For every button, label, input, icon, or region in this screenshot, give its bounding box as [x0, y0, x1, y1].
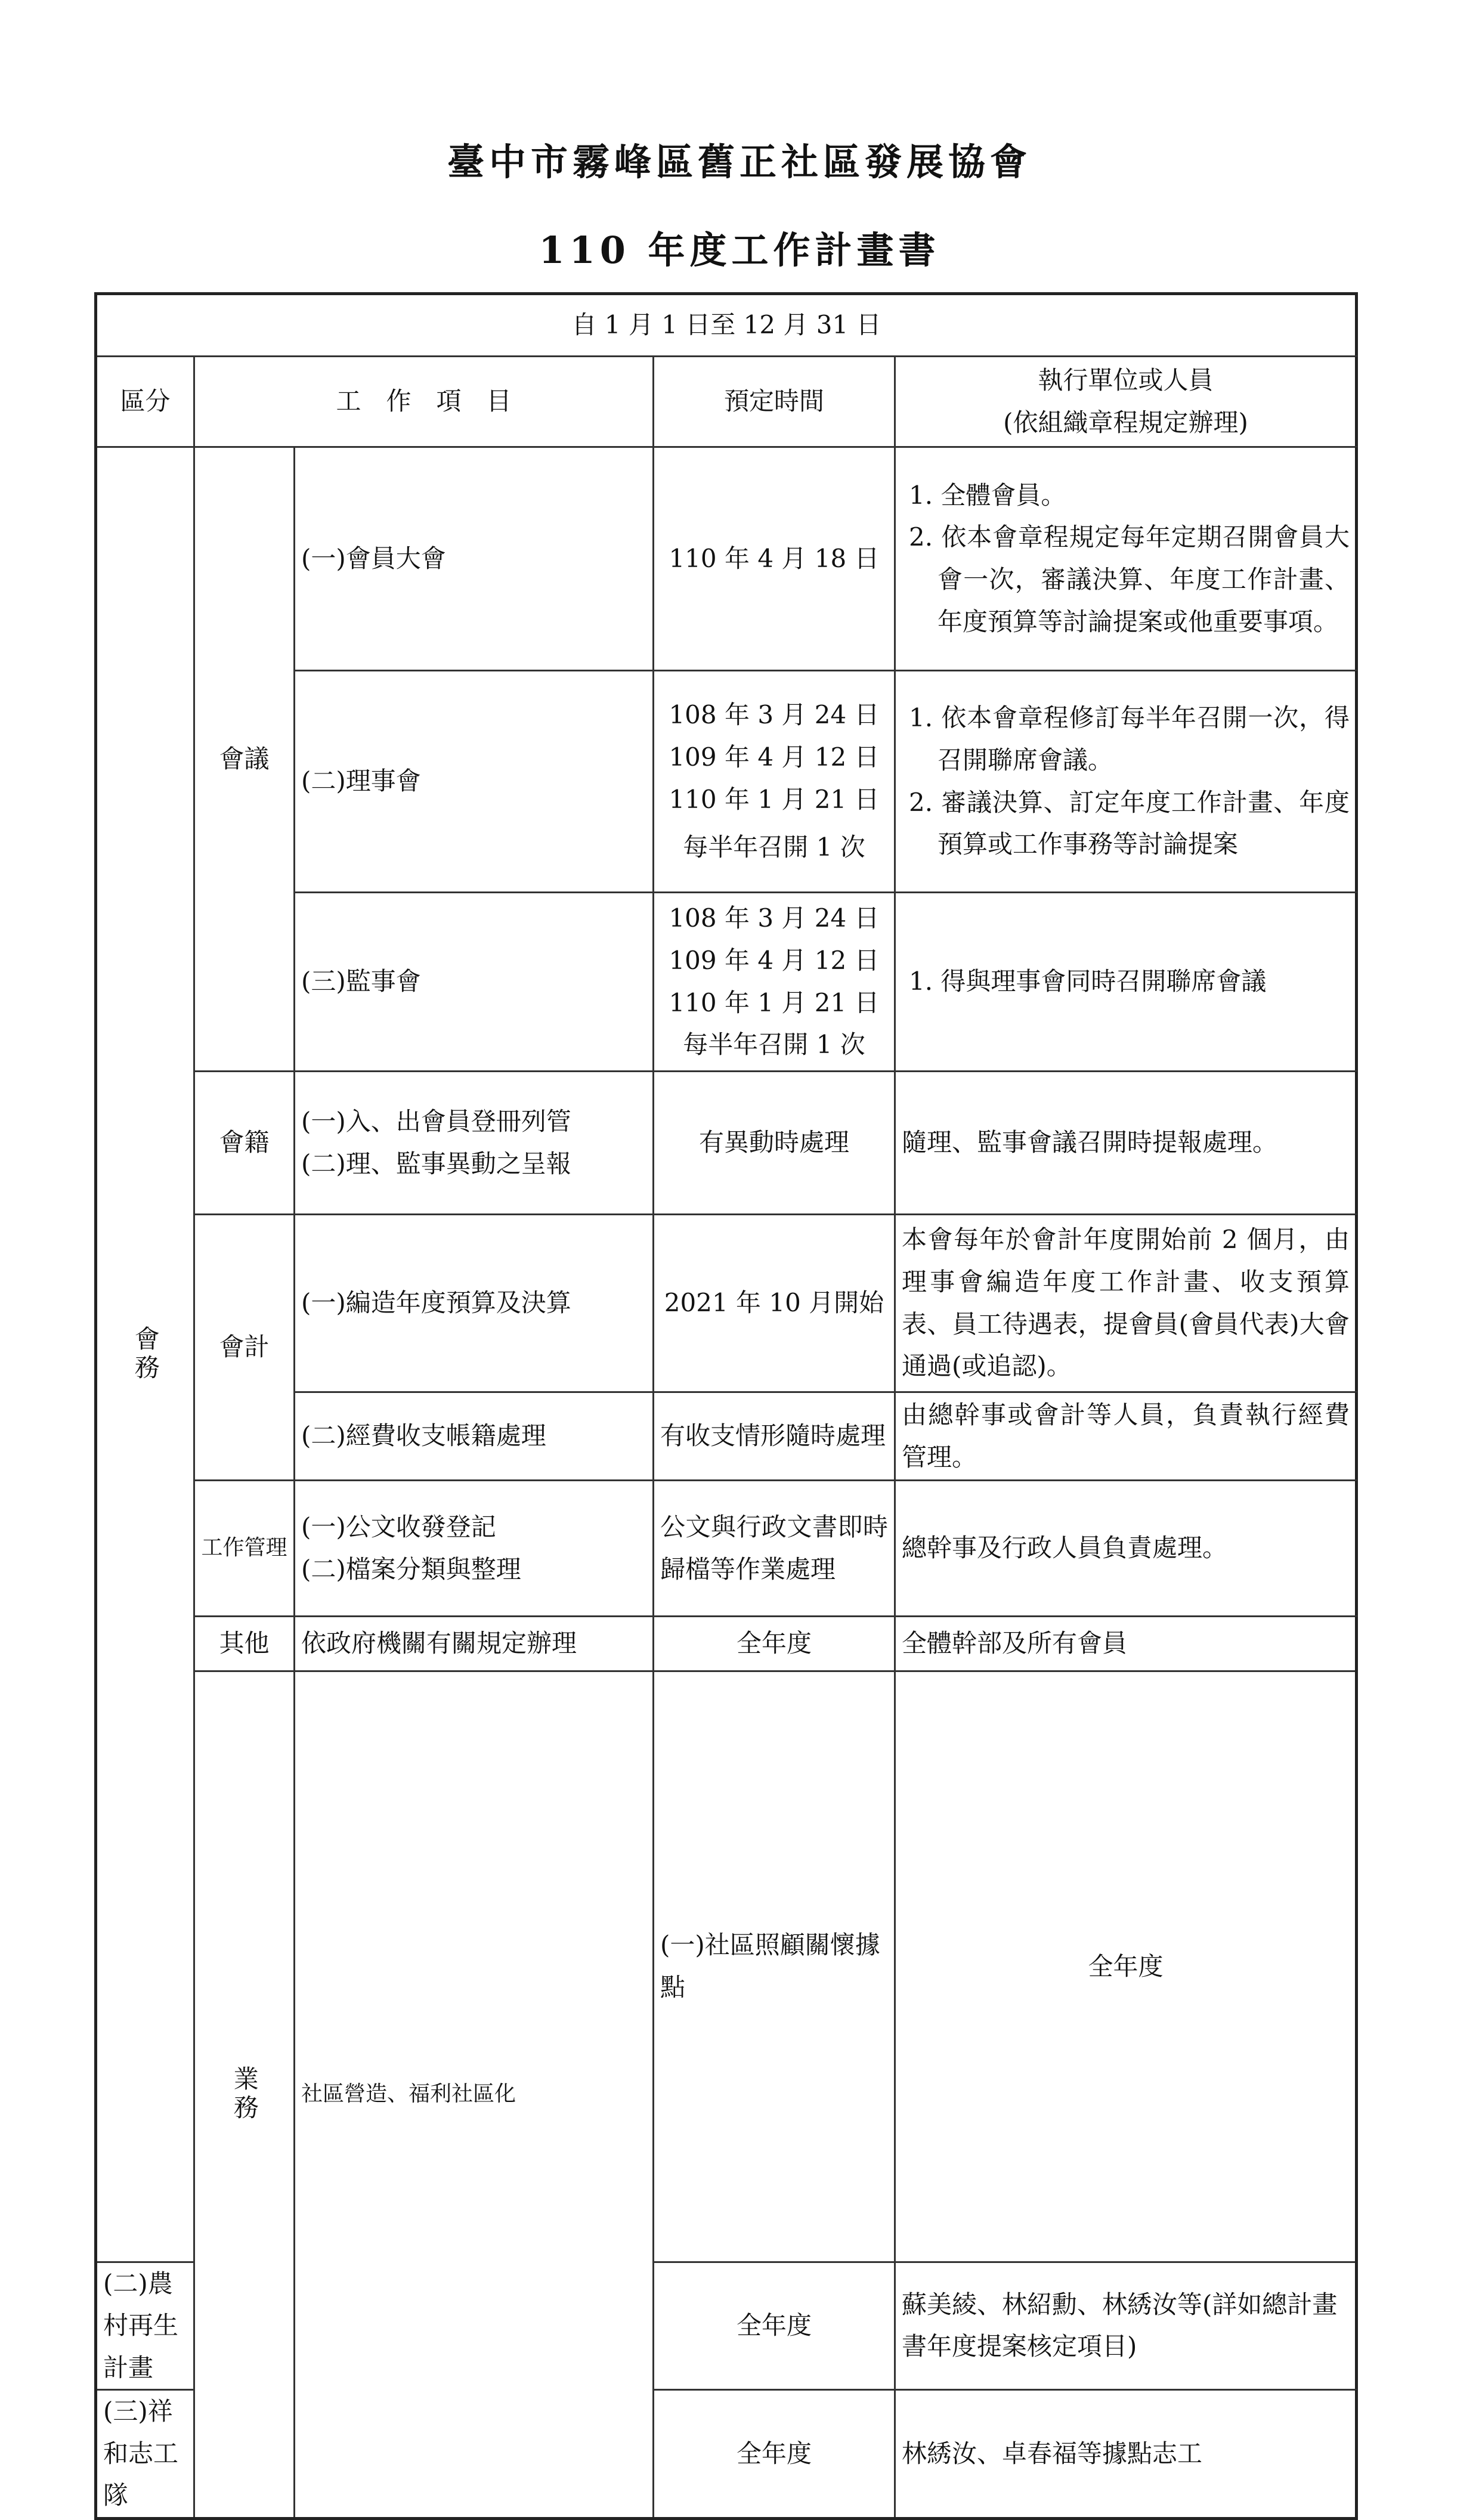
time-budget: 2021 年 10 月開始: [654, 1215, 895, 1392]
group-community: 社區營造、福利社區化: [295, 1671, 654, 2519]
time-admin: 公文與行政文書即時歸檔等作業處理: [654, 1481, 895, 1617]
organization-title: 臺中市霧峰區舊正社區發展協會: [447, 140, 1032, 184]
time-care-station: 全年度: [895, 1671, 1357, 2262]
time-other: 全年度: [654, 1617, 895, 1671]
exec-board-meeting: 1. 依本會章程修訂每半年召開一次，得召開聯席會議。 2. 審議決算、訂定年度工作計畫、年度預算或工作事務等討論提案: [895, 671, 1357, 893]
table-row: [96, 1215, 1357, 1392]
table-row: [96, 1072, 1357, 1215]
time-board-meeting: 108 年 3 月 24 日 109 年 4 月 12 日 110 年 1 月 21 日 每半年召開 1 次: [654, 671, 895, 893]
item-admin: (一)公文收發登記 (二)檔案分類與整理: [295, 1481, 654, 1617]
time-supervisor-meeting: 108 年 3 月 24 日 109 年 4 月 12 日 110 年 1 月 21 日 每半年召開 1 次: [654, 893, 895, 1072]
header-work-item: 工 作 項 目: [194, 357, 654, 447]
table-row: [96, 1617, 1357, 1671]
header-category: 區分: [96, 357, 194, 447]
group-registry: 會籍: [194, 1072, 295, 1215]
table-row: [96, 447, 1357, 671]
exec-ledger: 由總幹事或會計等人員，負責執行經費管理。: [895, 1392, 1357, 1481]
item-volunteer-team: (三)祥和志工隊: [96, 2390, 194, 2519]
header-executor-line2: (依組織章程規定辦理): [1003, 407, 1248, 437]
item-ledger: (二)經費收支帳籍處理: [295, 1392, 654, 1481]
item-budget: (一)編造年度預算及決算: [295, 1215, 654, 1392]
group-accounting: 會計: [194, 1215, 295, 1481]
work-plan-table: [94, 292, 1358, 2520]
section-hui-wu: 會務: [131, 1326, 160, 1383]
item-general-assembly: (一)會員大會: [295, 447, 654, 671]
exec-rural-regeneration: 蘇美綾、林紹勳、林綉汝等(詳如總計畫書年度提案核定項目): [895, 2262, 1357, 2390]
time-ledger: 有收支情形隨時處理: [654, 1392, 895, 1481]
exec-other: 全體幹部及所有會員: [895, 1617, 1357, 1671]
exec-general-assembly: 1. 全體會員。 2. 依本會章程規定每年定期召開會員大會一次，審議決算、年度工作計畫、年度預算等討論提案或他重要事項。: [895, 447, 1357, 671]
time-general-assembly: 110 年 4 月 18 日: [654, 447, 895, 671]
time-volunteer-team: 全年度: [654, 2390, 895, 2519]
header-row: [96, 357, 1357, 447]
item-supervisor-meeting: (三)監事會: [295, 893, 654, 1072]
table-row: [96, 1671, 1357, 2262]
item-board-meeting: (二)理事會: [295, 671, 654, 893]
group-admin: 工作管理: [194, 1481, 295, 1617]
item-care-station: (一)社區照顧關懷據點: [654, 1671, 895, 2262]
group-other: 其他: [194, 1617, 295, 1671]
exec-registry: 隨理、監事會議召開時提報處理。: [895, 1072, 1357, 1215]
header-scheduled-time: 預定時間: [654, 357, 895, 447]
section-ye-wu: 業務: [230, 2066, 259, 2123]
group-meeting: 會議: [194, 447, 295, 1072]
exec-budget: 本會每年於會計年度開始前 2 個月，由理事會編造年度工作計畫、收支預算表、員工待遇表，提會員(會員代表)大會通過(或追認)。: [895, 1215, 1357, 1392]
period-row: [96, 294, 1357, 357]
period-text: 自 1 月 1 日至 12 月 31 日: [96, 294, 1357, 357]
item-registry: (一)入、出會員登冊列管 (二)理、監事異動之呈報: [295, 1072, 654, 1215]
exec-supervisor-meeting: 1. 得與理事會同時召開聯席會議: [895, 893, 1357, 1072]
header-executor: [895, 357, 1357, 447]
plan-title: 110 年度工作計畫書: [539, 228, 940, 272]
time-registry: 有異動時處理: [654, 1072, 895, 1215]
exec-volunteer-team: 林綉汝、卓春福等據點志工: [895, 2390, 1357, 2519]
table-row: [96, 1481, 1357, 1617]
item-rural-regeneration: (二)農村再生計畫: [96, 2262, 194, 2390]
header-executor-line1: 執行單位或人員: [1038, 365, 1214, 395]
item-other: 依政府機關有關規定辦理: [295, 1617, 654, 1671]
exec-admin: 總幹事及行政人員負責處理。: [895, 1481, 1357, 1617]
time-rural-regeneration: 全年度: [654, 2262, 895, 2390]
